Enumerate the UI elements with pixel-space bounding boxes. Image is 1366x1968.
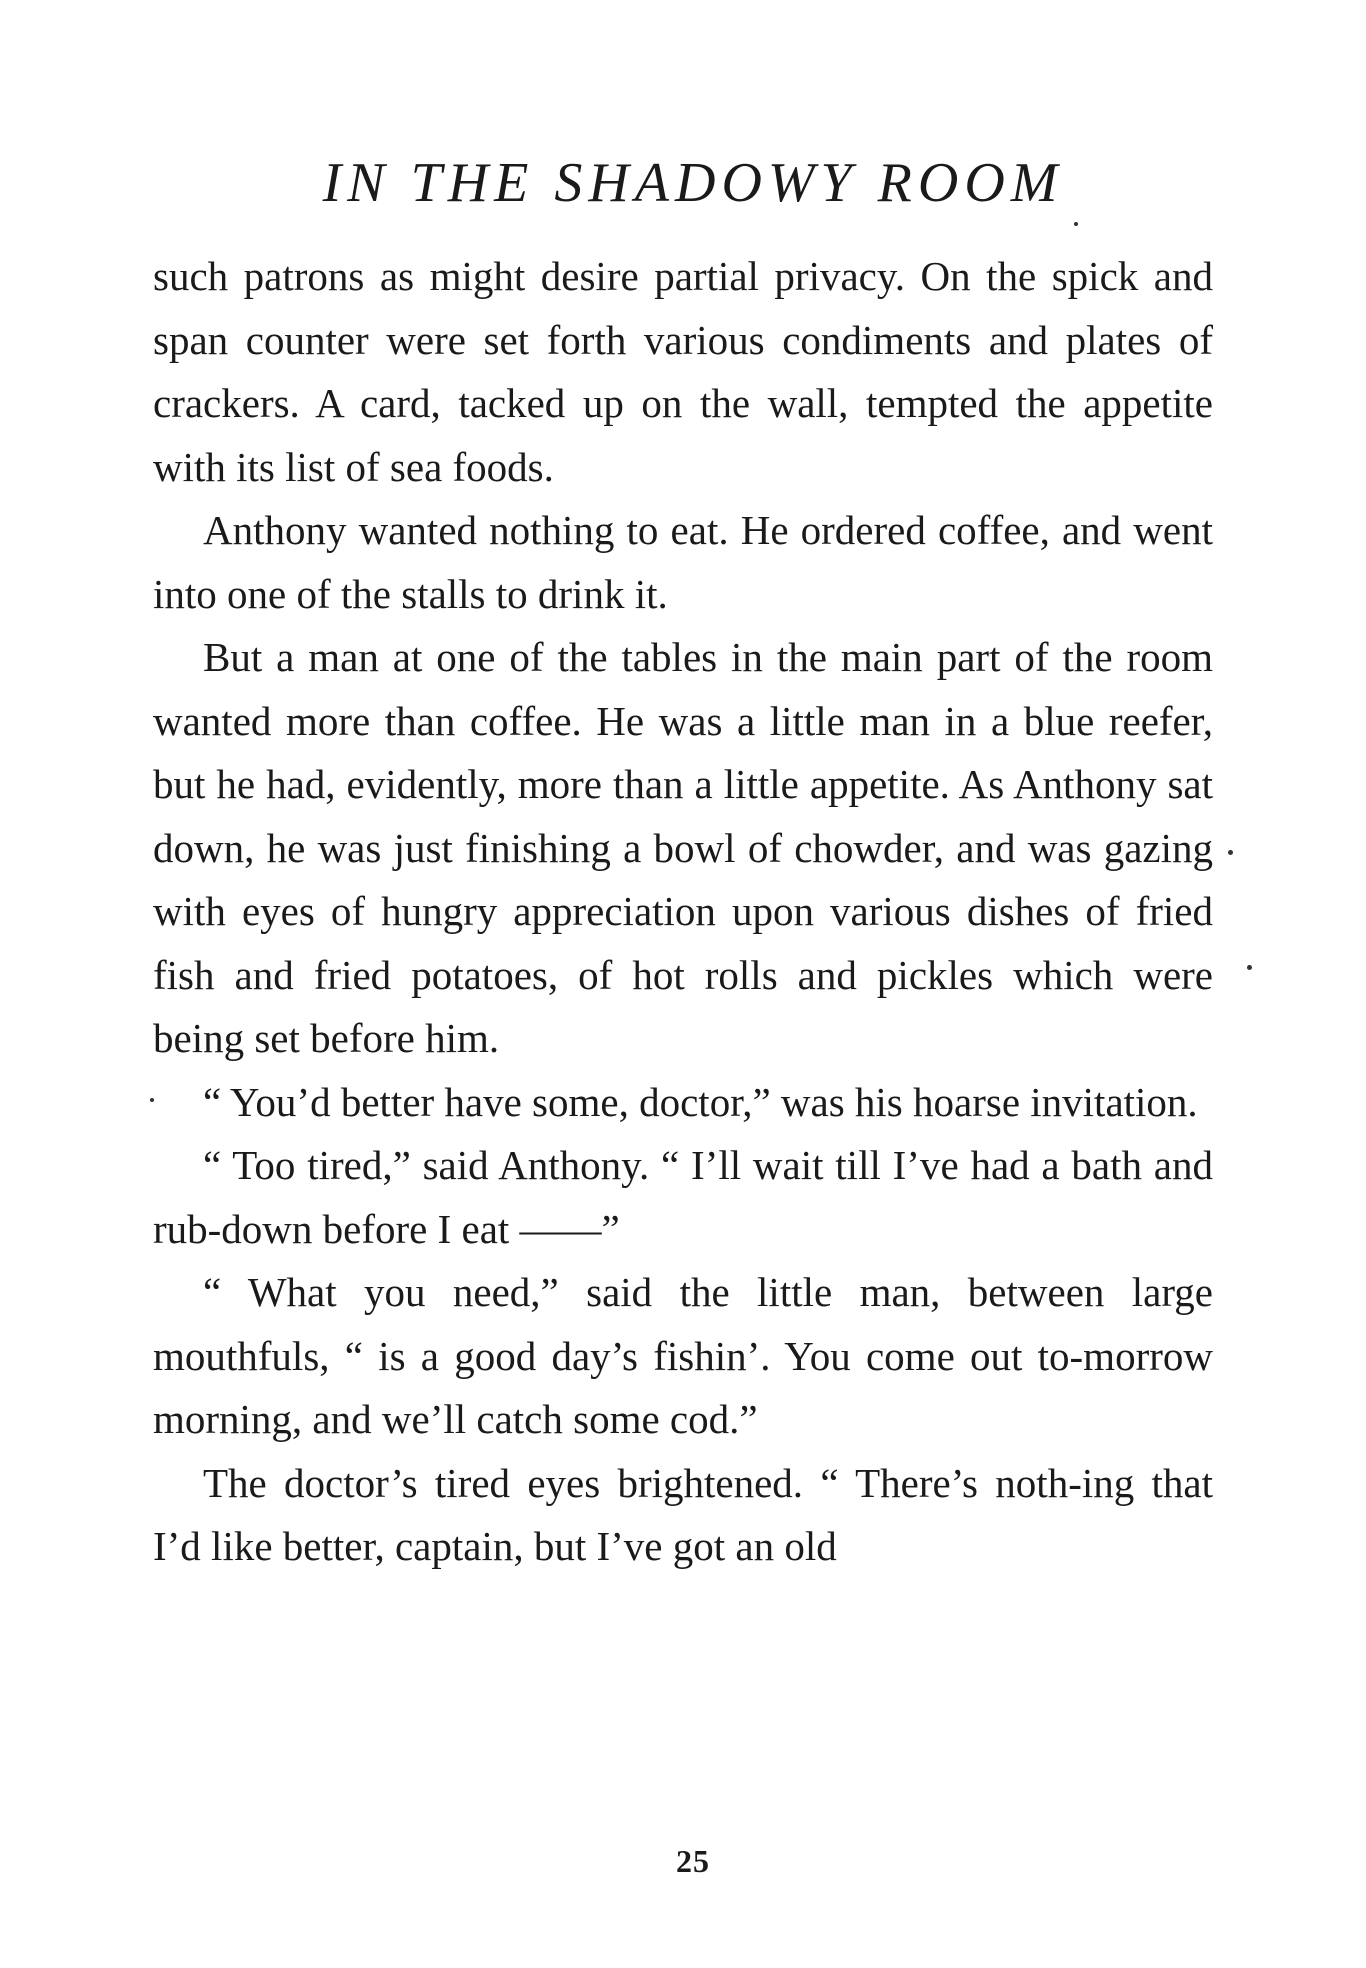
paragraph-6: “ What you need,” said the little man, between large mouthfuls, “ is a good day’s fishin’. You come out to-morrow morning, and we’ll catch some cod.” (153, 1269, 1213, 1442)
scan-speck (150, 1098, 154, 1102)
page-number: 25 (676, 1843, 710, 1879)
paragraph-7: The doctor’s tired eyes brightened. “ There’s noth-ing that I’d like better, captain, but I’ve got an old (153, 1459, 1213, 1569)
paragraph-3: But a man at one of the tables in the main part of the room wanted more than coffee. He was a little man in a blue reefer, but he had, evidently, more than a little appetite. As Anthony sat down, he was just finishing a bowl of chowder, and was gazing with eyes of hungry appreciation upon various dishes of fried fish and fried potatoes, of hot rolls and pickles which were being set before him. (153, 634, 1213, 1061)
body-text (153, 245, 1213, 1579)
paragraph-5: “ Too tired,” said Anthony. “ I’ll wait till I’ve had a bath and rub-down before I eat ——” (153, 1142, 1213, 1252)
scan-speck (1247, 965, 1252, 970)
paragraph-1: such patrons as might desire partial privacy. On the spick and span counter were set forth various condiments and plates of crackers. A card, tacked up on the wall, tempted the appetite with its list of sea foods. (153, 253, 1213, 490)
paragraph-2: Anthony wanted nothing to eat. He ordered coffee, and went into one of the stalls to drink it. (153, 507, 1213, 617)
scan-speck (1228, 850, 1233, 855)
running-head: IN THE SHADOWY ROOM (322, 152, 1064, 214)
scan-speck (1074, 222, 1078, 226)
paragraph-4: “ You’d better have some, doctor,” was his hoarse invitation. (203, 1078, 1198, 1125)
